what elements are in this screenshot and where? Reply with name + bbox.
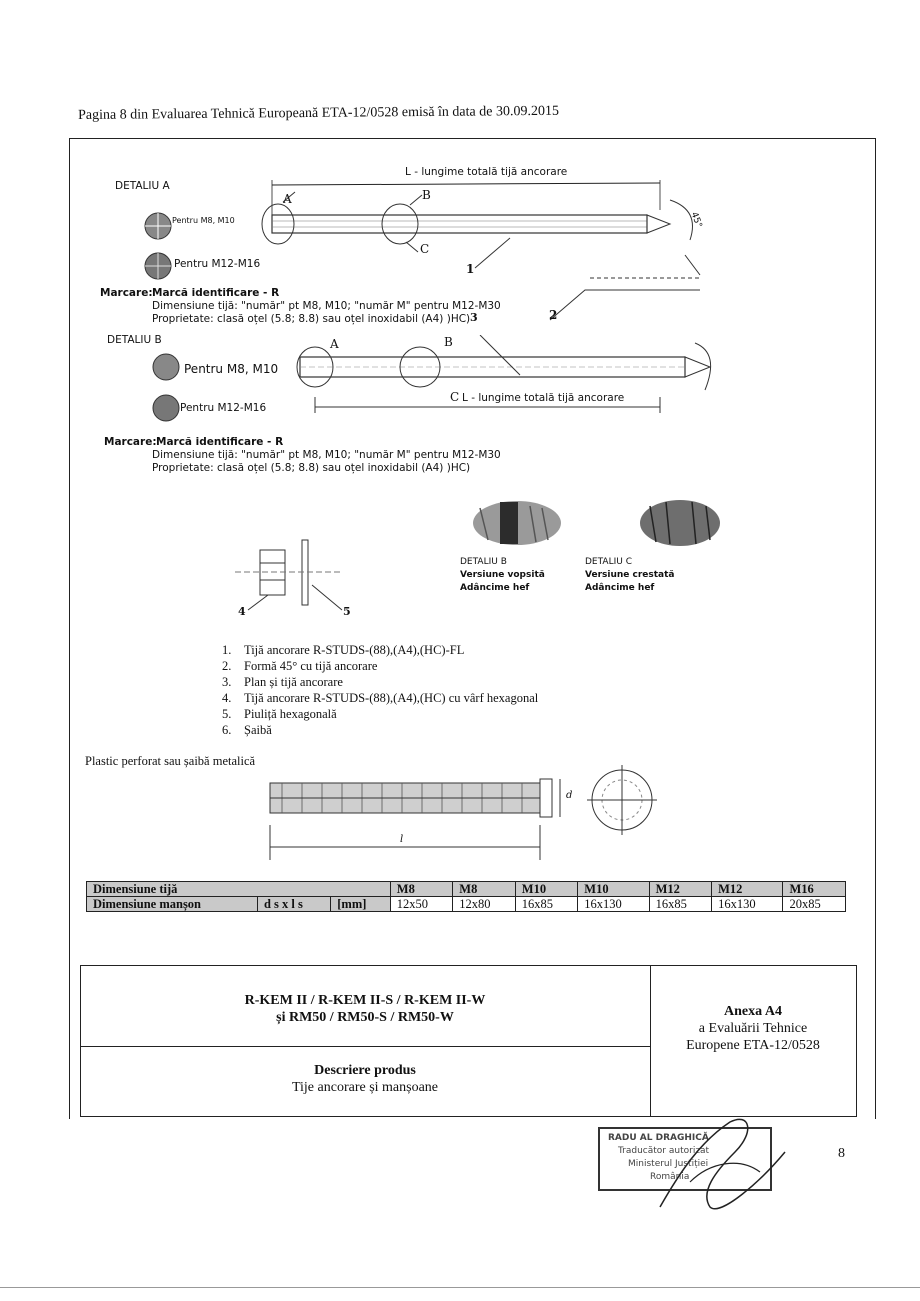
detail-a-angle: 45° bbox=[688, 210, 704, 230]
page-number: 8 bbox=[838, 1146, 845, 1161]
thread-detail-c-line1: Versiune crestată bbox=[585, 570, 675, 580]
nut-drawing bbox=[230, 535, 360, 625]
row-unit: [mm] bbox=[331, 897, 391, 912]
thread-detail-c-line2: Adâncime hef bbox=[585, 583, 655, 593]
stamp-line: Traducător autorizat bbox=[618, 1146, 710, 1156]
size-cell: M8 bbox=[453, 882, 516, 897]
sleeve-cell: 12x50 bbox=[390, 897, 453, 912]
page-header: Pagina 8 din Evaluarea Tehnică Europeană ETA-12/0528 emisă în data de 30.09.2015 bbox=[78, 103, 560, 123]
signature bbox=[640, 1112, 790, 1222]
detail-a-label-c: C bbox=[420, 242, 430, 256]
detail-b-marking-value: Marcă identificare - R bbox=[156, 436, 284, 448]
thread-notched-image bbox=[638, 498, 723, 548]
detail-b-dimension-line: Dimensiune tijă: "număr" pt M8, M10; "număr M" pentru M12-M30 bbox=[152, 449, 501, 461]
detail-a-for-large: Pentru M12-M16 bbox=[174, 258, 261, 270]
detail-a-title: DETALIU A bbox=[115, 180, 170, 192]
sleeve-cell: 16x85 bbox=[515, 897, 578, 912]
detail-a-for-small: Pentru M8, M10 bbox=[172, 216, 235, 225]
size-cell: M10 bbox=[515, 882, 578, 897]
sleeve-cell: 12x80 bbox=[453, 897, 516, 912]
detail-b-for-small: Pentru M8, M10 bbox=[184, 362, 279, 376]
table-row bbox=[87, 882, 846, 897]
product-line-1: R-KEM II / R-KEM II-S / R-KEM II-W bbox=[244, 993, 486, 1008]
detail-a-label-b: B bbox=[422, 188, 431, 202]
detail-b-label-b: B bbox=[444, 335, 453, 349]
detail-b-marking-label: Marcare: bbox=[104, 436, 157, 448]
detail-b-length-label: L - lungime totală tijă ancorare bbox=[462, 392, 625, 404]
table-row bbox=[87, 897, 846, 912]
size-cell: M8 bbox=[390, 882, 453, 897]
detail-a-label-a: A bbox=[283, 192, 292, 206]
description-subtitle: Tije ancorare și manșoane bbox=[291, 1080, 439, 1095]
list-item: 1. Tijă ancorare R-STUDS-(88),(A4),(HC)-FL bbox=[222, 643, 465, 657]
annex-line-2: a Evaluării Tehnice bbox=[698, 1021, 808, 1036]
annex-title: Anexa A4 bbox=[724, 1004, 782, 1019]
dimensions-table bbox=[86, 881, 846, 912]
detail-a-callout-2: 2 bbox=[549, 308, 558, 322]
thread-detail-c-title: DETALIU C bbox=[585, 557, 632, 567]
detail-b-property-line: Proprietate: clasă oțel (5.8; 8.8) sau oțel inoxidabil (A4) )HC) bbox=[152, 462, 471, 474]
size-cell: M12 bbox=[649, 882, 712, 897]
thread-detail-b-line2: Adâncime hef bbox=[460, 583, 530, 593]
nut-callout-4: 4 bbox=[238, 605, 246, 618]
stamp-line: România bbox=[650, 1172, 690, 1182]
detail-b-label-a: A bbox=[330, 337, 339, 351]
sleeve-l-label: l bbox=[400, 834, 404, 845]
annex-line-3: Europene ETA-12/0528 bbox=[686, 1038, 820, 1053]
sleeve-cell: 20x85 bbox=[783, 897, 846, 912]
detail-b-title: DETALIU B bbox=[107, 334, 162, 346]
size-cell: M10 bbox=[578, 882, 649, 897]
list-item: 3. Plan și tijă ancorare bbox=[222, 675, 343, 689]
stamp-line: RADU AL DRAGHICĂ bbox=[608, 1133, 709, 1143]
detail-a-callout-1: 1 bbox=[466, 262, 475, 276]
sleeve-cell: 16x130 bbox=[578, 897, 649, 912]
detail-a-marking-label: Marcare: bbox=[100, 287, 153, 299]
list-item: 4. Tijă ancorare R-STUDS-(88),(A4),(HC) cu vârf hexagonal bbox=[222, 691, 539, 705]
size-cell: M16 bbox=[783, 882, 846, 897]
nut-callout-5: 5 bbox=[343, 605, 351, 618]
row-label-rod: Dimensiune tijă bbox=[87, 882, 391, 897]
bottom-rule bbox=[0, 1287, 920, 1288]
footer-divider-horizontal bbox=[80, 1046, 651, 1047]
sleeve-ds-label: d bbox=[566, 790, 573, 801]
list-item: 6. Șaibă bbox=[222, 723, 272, 737]
detail-a-marking-value: Marcă identificare - R bbox=[152, 287, 280, 299]
detail-b-label-c: C bbox=[450, 390, 460, 404]
thread-detail-b-title: DETALIU B bbox=[460, 557, 507, 567]
sleeve-cell: 16x85 bbox=[649, 897, 712, 912]
detail-a-length-label: L - lungime totală tijă ancorare bbox=[405, 166, 568, 178]
stamp-line: Ministerul Justiției bbox=[628, 1159, 709, 1169]
list-item: 5. Piuliță hexagonală bbox=[222, 707, 337, 721]
product-line-2: și RM50 / RM50-S / RM50-W bbox=[276, 1010, 454, 1025]
detail-a-property-line: Proprietate: clasă oțel (5.8; 8.8) sau oțel inoxidabil (A4) )HC) bbox=[152, 313, 471, 325]
thread-painted-image bbox=[470, 498, 565, 548]
sleeve-cell: 16x130 bbox=[712, 897, 783, 912]
sleeve-drawing bbox=[262, 765, 672, 860]
detail-a-dimension-line: Dimensiune tijă: "număr" pt M8, M10; "număr M" pentru M12-M30 bbox=[152, 300, 501, 312]
sleeve-title: Plastic perforat sau șaibă metalică bbox=[85, 754, 256, 768]
list-item: 2. Formă 45° cu tijă ancorare bbox=[222, 659, 378, 673]
row-label-sleeve: Dimensiune manșon bbox=[87, 897, 258, 912]
detail-a-callout-3: 3 bbox=[470, 311, 478, 324]
thread-detail-b-line1: Versiune vopsită bbox=[460, 570, 545, 580]
parts-list bbox=[222, 643, 538, 739]
detail-b-for-large: Pentru M12-M16 bbox=[180, 402, 267, 414]
row-symbol: d s x l s bbox=[257, 897, 330, 912]
size-cell: M12 bbox=[712, 882, 783, 897]
description-title: Descriere produs bbox=[314, 1063, 416, 1078]
